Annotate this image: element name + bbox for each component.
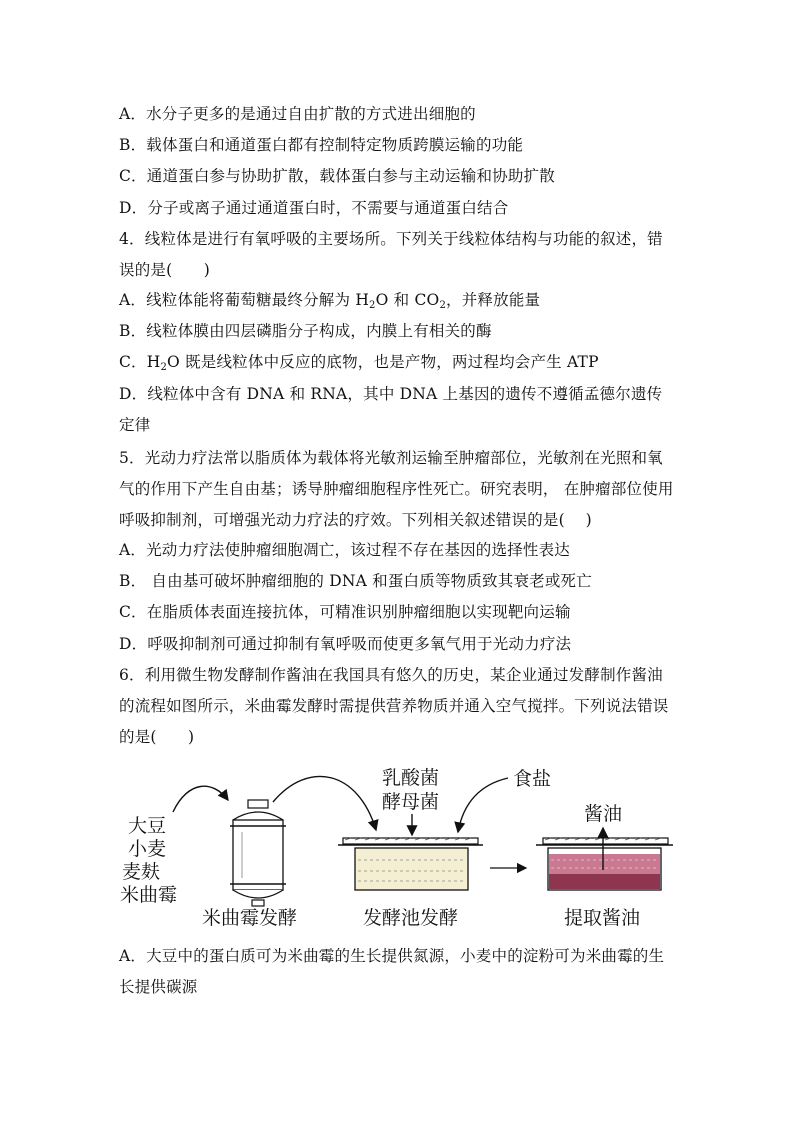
q4-option-b: B．线粒体膜由四层磷脂分子构成，内膜上有相关的酶 — [119, 322, 492, 340]
soy-sauce-process-diagram — [118, 760, 678, 935]
q4-stem: 4．线粒体是进行有氧呼吸的主要场所。下列关于线粒体结构与功能的叙述，错误的是( ) — [119, 230, 663, 279]
q3-option-a: A．水分子更多的是通过自由扩散的方式进出细胞的 — [119, 105, 476, 123]
ingredient-aspergillus: 米曲霉 — [120, 884, 178, 906]
q4-option-d: D．线粒体中含有 DNA 和 RNA，其中 DNA 上基因的遗传不遵循孟德尔遗传定律 — [119, 385, 663, 434]
q5-option-b: B． 自由基可破坏肿瘤细胞的 DNA 和蛋白质等物质致其衰老或死亡 — [119, 572, 592, 590]
fermenter-vessel-icon — [230, 800, 286, 906]
q5-option-a: A．光动力疗法使肿瘤细胞凋亡，该过程不存在基因的选择性表达 — [119, 541, 570, 559]
arrow-salt — [458, 778, 508, 832]
ingredient-bran: 麦麸 — [122, 861, 161, 883]
arrow-to-tank — [273, 776, 376, 830]
fermentation-tank-icon — [338, 838, 483, 890]
q6-stem: 6．利用微生物发酵制作酱油在我国具有悠久的历史，某企业通过发酵制作酱油的流程如图所示，米曲霉发酵时需提供营养物质并通入空气搅拌。下列说法错误的是( ) — [119, 666, 669, 746]
q5-stem: 5．光动力疗法常以脂质体为载体将光敏剂运输至肿瘤部位，光敏剂在光照和氧气的作用下产生自由基；诱导肿瘤细胞程序性死亡。研究表明， 在肿瘤部位使用呼吸抑制剂，可增强光动力疗法的疗效。下列相关叙述错误的是( ) — [119, 449, 674, 529]
q5-option-d: D．呼吸抑制剂可通过抑制有氧呼吸而使更多氧气用于光动力疗法 — [119, 635, 572, 653]
q6-option-a: A．大豆中的蛋白质可为米曲霉的生长提供氮源，小麦中的淀粉可为米曲霉的生长提供碳源 — [119, 947, 665, 996]
q3-option-b: B．载体蛋白和通道蛋白都有控制特定物质跨膜运输的功能 — [119, 136, 524, 154]
label-salt: 食盐 — [513, 768, 552, 790]
q5-option-c: C．在脂质体表面连接抗体，可精准识别肿瘤细胞以实现靶向运输 — [119, 603, 571, 621]
tank-contents — [355, 848, 468, 890]
label-soy-sauce: 酱油 — [584, 803, 623, 825]
ingredient-wheat: 小麦 — [128, 838, 167, 860]
label-tank-fermentation: 发酵池发酵 — [363, 907, 459, 929]
extraction-tank-icon — [536, 838, 673, 890]
q4-option-c: C．$H_2O$ 既是线粒体中反应的底物，也是产物，两过程均会产生 ATP — [119, 353, 599, 373]
label-aspergillus-fermentation: 米曲霉发酵 — [202, 907, 298, 929]
q4-option-a: A．线粒体能将葡萄糖最终分解为 $H_2O$ 和 $CO_2$，并释放能量 — [119, 291, 541, 311]
label-extract-soy-sauce: 提取酱油 — [564, 907, 641, 929]
label-yeast: 酵母菌 — [382, 791, 440, 813]
q3-option-d: D．分子或离子通过通道蛋白时，不需要与通道蛋白结合 — [119, 199, 509, 217]
soy-sauce-top-layer — [549, 854, 660, 874]
label-lactic-acid-bacteria: 乳酸菌 — [382, 767, 440, 789]
q3-option-c: C．通道蛋白参与协助扩散，载体蛋白参与主动运输和协助扩散 — [119, 167, 555, 185]
soy-sauce-bottom-layer — [549, 874, 660, 889]
ingredient-soybean: 大豆 — [128, 815, 167, 837]
arrow-ingredients — [173, 786, 228, 812]
